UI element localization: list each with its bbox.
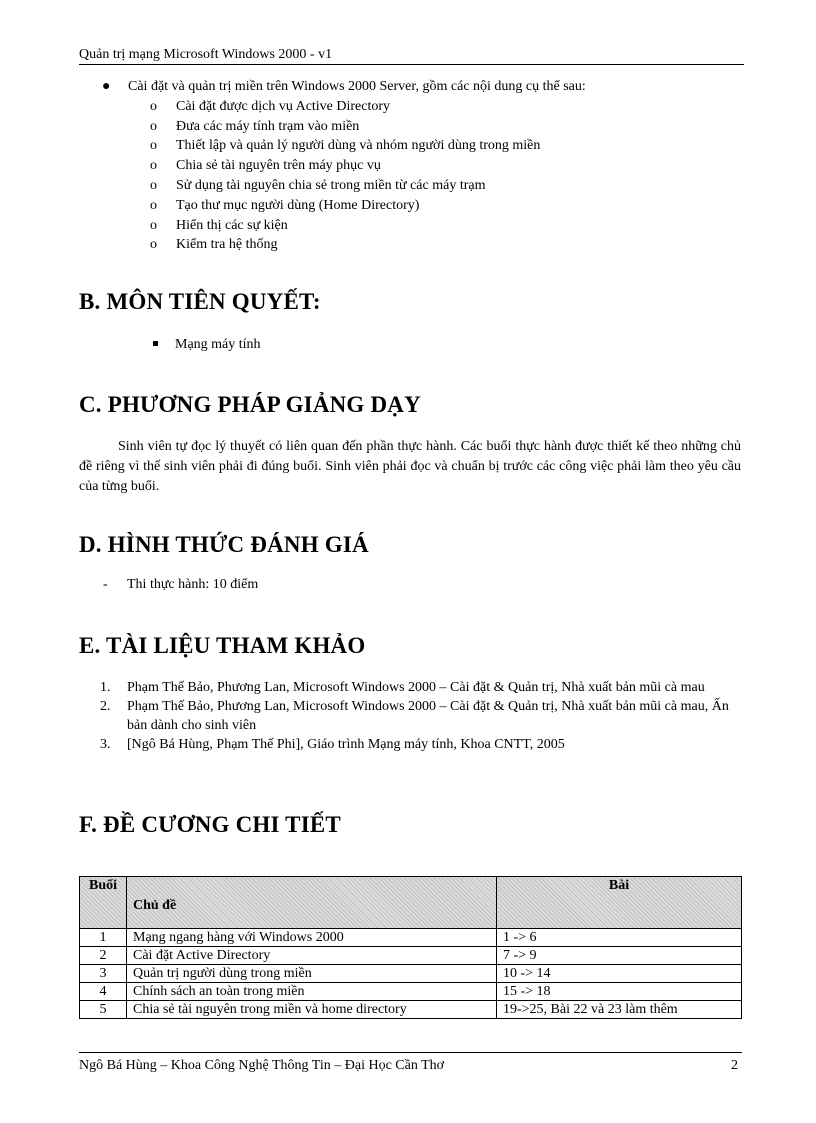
- header-title: Quản trị mạng Microsoft Windows 2000 - v1: [79, 47, 333, 62]
- list-item-text: Cài đặt được dịch vụ Active Directory: [176, 98, 391, 114]
- section-c-title: C. PHƯƠNG PHÁP GIẢNG DẠY: [79, 392, 421, 417]
- circle-bullet-icon: o: [150, 158, 157, 174]
- intro-list: [100, 77, 586, 255]
- circle-bullet-icon: o: [150, 237, 157, 253]
- intro-bullet: [100, 77, 586, 97]
- reference-item: [100, 735, 742, 754]
- prerequisite-item: [153, 337, 261, 353]
- list-item: [150, 216, 586, 236]
- reference-number: 1.: [100, 680, 111, 695]
- cell-lesson: 15 -> 18: [497, 983, 742, 1001]
- cell-session: 3: [80, 965, 127, 983]
- footer-text: Ngô Bá Hùng – Khoa Công Nghệ Thông Tin – Đại Học Cần Thơ: [79, 1058, 445, 1073]
- circle-bullet-icon: o: [150, 177, 157, 193]
- reference-text: Phạm Thế Bảo, Phương Lan, Microsoft Windows 2000 – Cài đặt & Quản trị, Nhà xuất bản mũi cà mau: [127, 680, 705, 695]
- cell-topic: Quản trị người dùng trong miền: [127, 965, 497, 983]
- section-b-title: B. MÔN TIÊN QUYẾT:: [79, 289, 321, 314]
- page-number: 2: [731, 1058, 738, 1073]
- list-item-text: Thiết lập và quản lý người dùng và nhóm người dùng trong miền: [176, 138, 541, 154]
- cell-session: 1: [80, 929, 127, 947]
- prerequisite-text: Mạng máy tính: [175, 337, 261, 352]
- bullet-icon: ●: [102, 79, 111, 94]
- circle-bullet-icon: o: [150, 118, 157, 134]
- circle-bullet-icon: o: [150, 98, 157, 114]
- list-item-text: Hiển thị các sự kiện: [176, 217, 288, 233]
- reference-item: [100, 678, 742, 697]
- table-row: [80, 983, 742, 1001]
- reference-text: [Ngô Bá Hùng, Phạm Thế Phi], Giáo trình Mạng máy tính, Khoa CNTT, 2005: [127, 737, 565, 752]
- header-session: Buổi: [80, 877, 127, 929]
- evaluation-text: Thi thực hành: 10 điểm: [127, 577, 259, 592]
- square-bullet-icon: [153, 341, 158, 346]
- list-item-text: Đưa các máy tính trạm vào miền: [176, 118, 360, 134]
- table-row: [80, 965, 742, 983]
- circle-bullet-icon: o: [150, 138, 157, 154]
- list-item: [150, 176, 586, 196]
- list-item-text: Chia sẻ tài nguyên trên máy phục vụ: [176, 158, 381, 174]
- cell-lesson: 1 -> 6: [497, 929, 742, 947]
- cell-session: 4: [80, 983, 127, 1001]
- header-topic: Chủ đề: [133, 898, 177, 913]
- section-f-title: F. ĐỀ CƯƠNG CHI TIẾT: [79, 812, 341, 837]
- table-row: [80, 929, 742, 947]
- reference-list: [100, 678, 742, 754]
- section-d-title: D. HÌNH THỨC ĐÁNH GIÁ: [79, 532, 369, 557]
- cell-topic: Chính sách an toàn trong miền: [127, 983, 497, 1001]
- section-e-title: E. TÀI LIỆU THAM KHẢO: [79, 633, 366, 658]
- reference-text: Phạm Thế Bảo, Phương Lan, Microsoft Windows 2000 – Cài đặt & Quản trị, Nhà xuất bản mũi cà mau, Ấn bản dành cho sinh viên: [127, 699, 729, 733]
- cell-lesson: 19->25, Bài 22 và 23 làm thêm: [497, 1001, 742, 1019]
- reference-number: 2.: [100, 699, 111, 714]
- list-item: [150, 97, 586, 117]
- list-item: [150, 235, 586, 255]
- cell-topic: Cài đặt Active Directory: [127, 947, 497, 965]
- cell-session: 5: [80, 1001, 127, 1019]
- intro-sublist: [150, 97, 586, 255]
- evaluation-item: [103, 577, 258, 593]
- course-outline-table: [79, 876, 742, 1019]
- circle-bullet-icon: o: [150, 197, 157, 213]
- cell-topic: Mạng ngang hàng với Windows 2000: [127, 929, 497, 947]
- cell-session: 2: [80, 947, 127, 965]
- list-item: [150, 196, 586, 216]
- table-row: [80, 947, 742, 965]
- page-footer: [79, 1052, 742, 1075]
- list-item: [150, 136, 586, 156]
- list-item: [150, 117, 586, 137]
- cell-lesson: 10 -> 14: [497, 965, 742, 983]
- list-item-text: Sử dụng tài nguyên chia sẻ trong miền từ các máy trạm: [176, 177, 486, 193]
- list-item: [150, 156, 586, 176]
- cell-topic: Chia sẻ tài nguyên trong miền và home directory: [127, 1001, 497, 1019]
- intro-bullet-text: Cài đặt và quản trị miền trên Windows 2000 Server, gồm các nội dung cụ thể sau:: [128, 79, 586, 94]
- dash-bullet-icon: -: [103, 577, 108, 592]
- reference-item: [100, 697, 742, 735]
- table-header-row: [80, 877, 742, 929]
- cell-lesson: 7 -> 9: [497, 947, 742, 965]
- list-item-text: Kiểm tra hệ thống: [176, 237, 278, 253]
- reference-number: 3.: [100, 737, 111, 752]
- header-topic-cell: [127, 877, 497, 929]
- page-header: [79, 47, 744, 65]
- table-row: [80, 1001, 742, 1019]
- list-item-text: Tạo thư mục người dùng (Home Directory): [176, 197, 420, 213]
- teaching-method-paragraph: Sinh viên tự đọc lý thuyết có liên quan đến phần thực hành. Các buổi thực hành được thiết kế theo những chủ đề riêng vì thế sinh viên phải đi đúng buổi. Sinh viên phải đọc và chuẩn bị trước các công việc phải làm theo yêu cầu của từng buổi.: [79, 439, 741, 494]
- header-lesson: Bài: [497, 877, 742, 929]
- circle-bullet-icon: o: [150, 217, 157, 233]
